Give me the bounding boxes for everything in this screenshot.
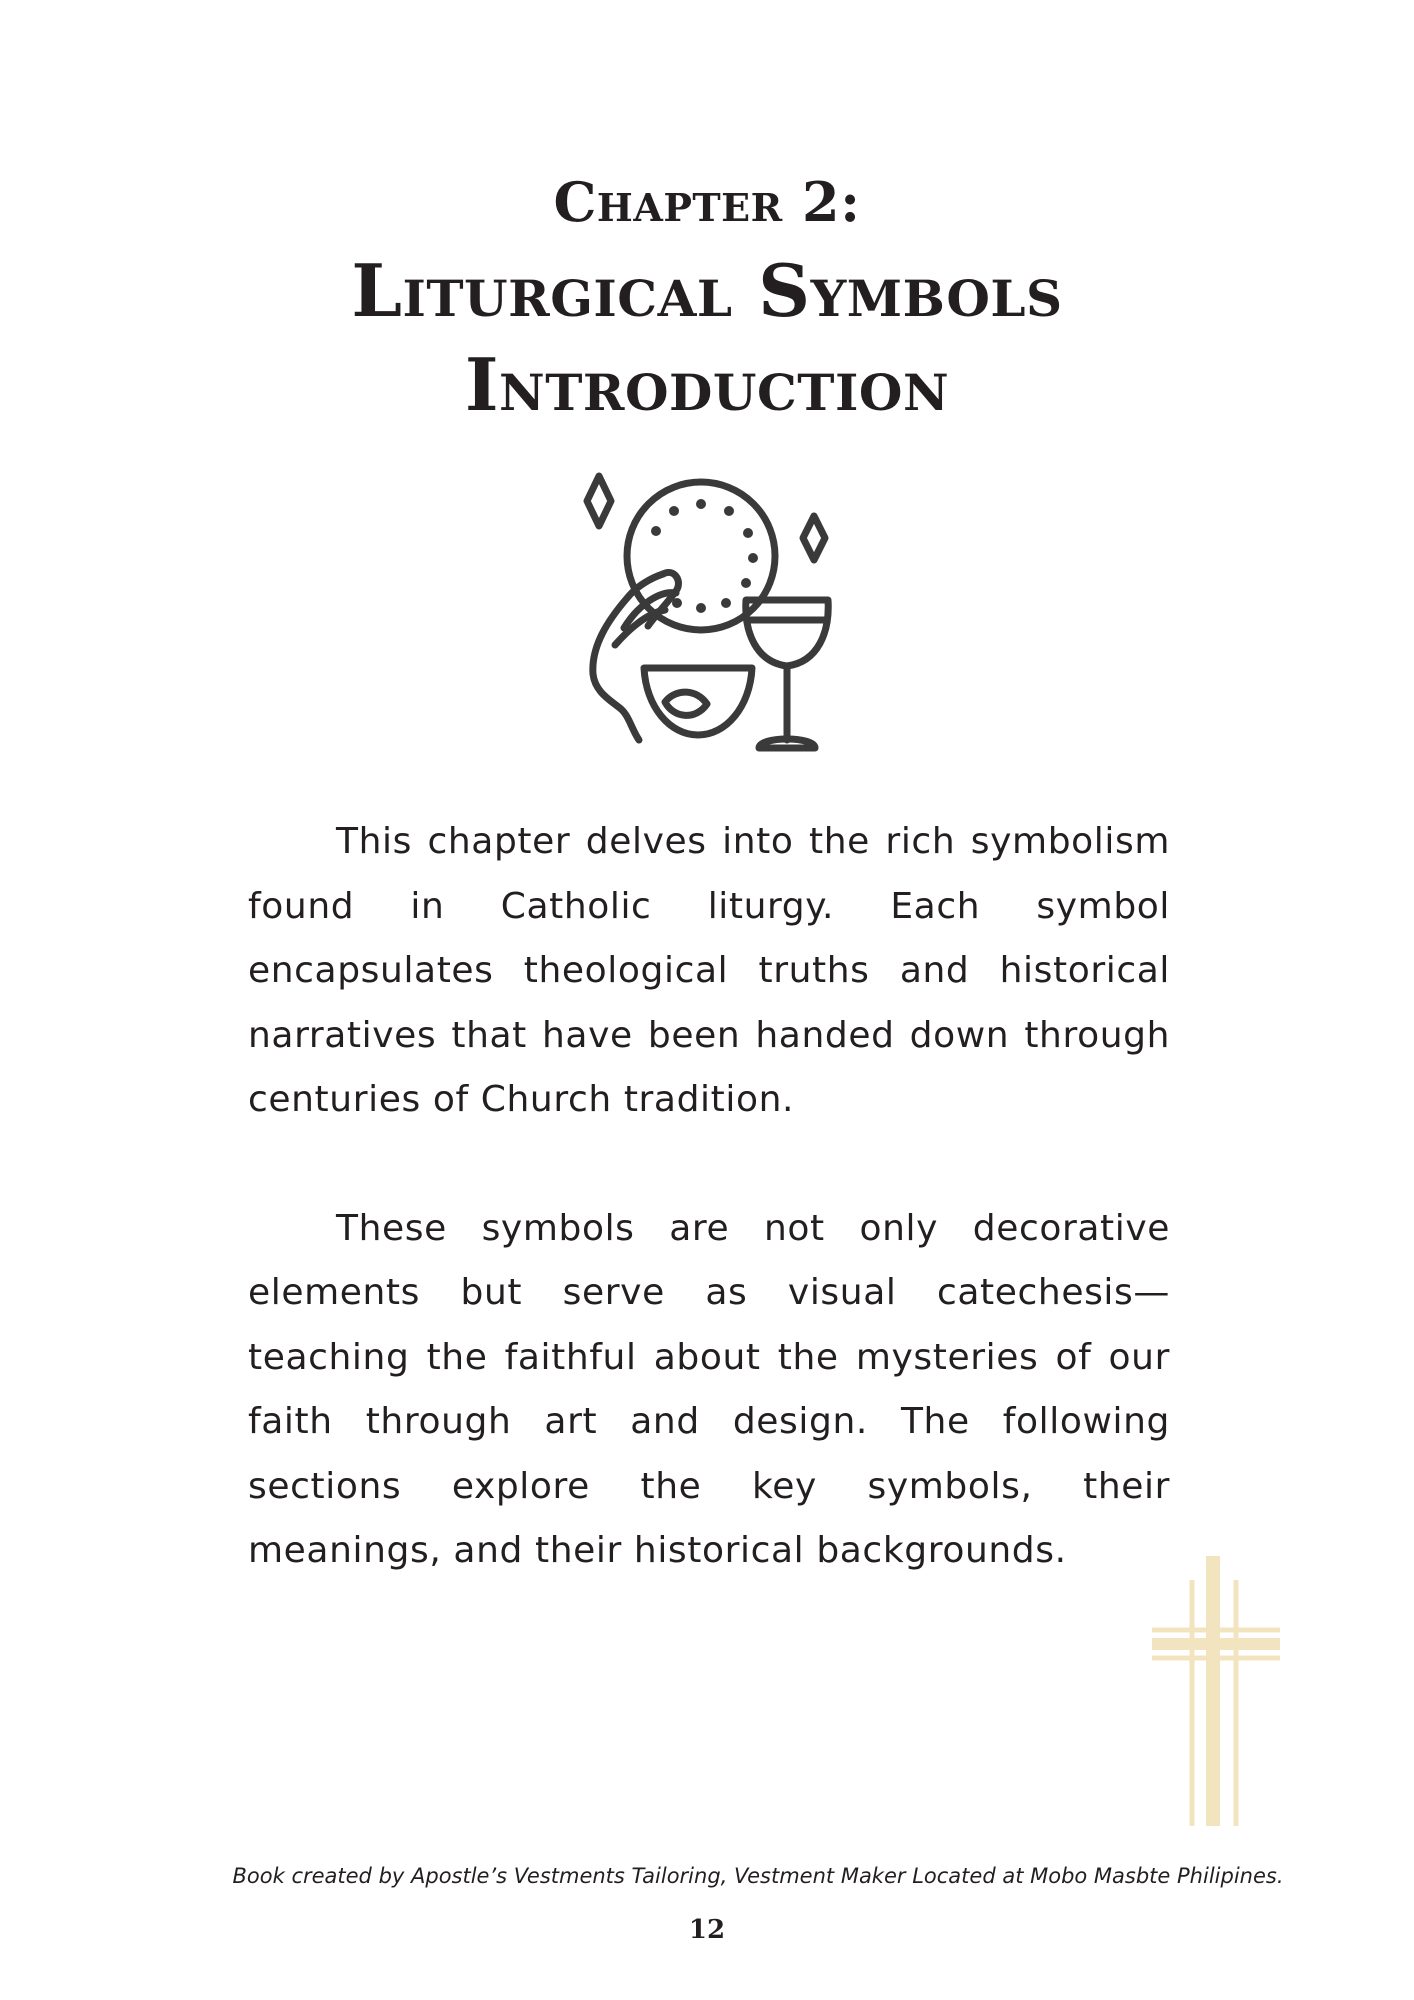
body-paragraph-1: This chapter delves into the rich symbolism found in Catholic liturgy. Each symbol encapsulates theological truths and historical narratives that have been handed down through centuries of Church tradition. [248,821,1170,1120]
cross-icon [1152,1556,1280,1826]
eucharist-bread-chalice-hand-icon [566,472,856,762]
chapter-title-line-2: Introduction [464,342,950,427]
body-paragraph-2: These symbols are not only decorative elements but serve as visual catechesis—teaching the faithful about the mysteries of our faith through art and design. The following sections explore the key symbols, their meanings, and their historical backgrounds. [248,1207,1170,1571]
chapter-body [248,810,1170,1584]
chapter-title-line-1: Liturgical Symbols [351,248,1063,333]
page-number: 12 [688,1915,726,1945]
footer-note: Book created by Apostle’s Vestments Tailoring, Vestment Maker Located at Mobo Masbte Philipines. [232,1864,1284,1888]
chapter-title [0,244,1414,432]
chapter-label: Chapter 2: [553,170,861,234]
